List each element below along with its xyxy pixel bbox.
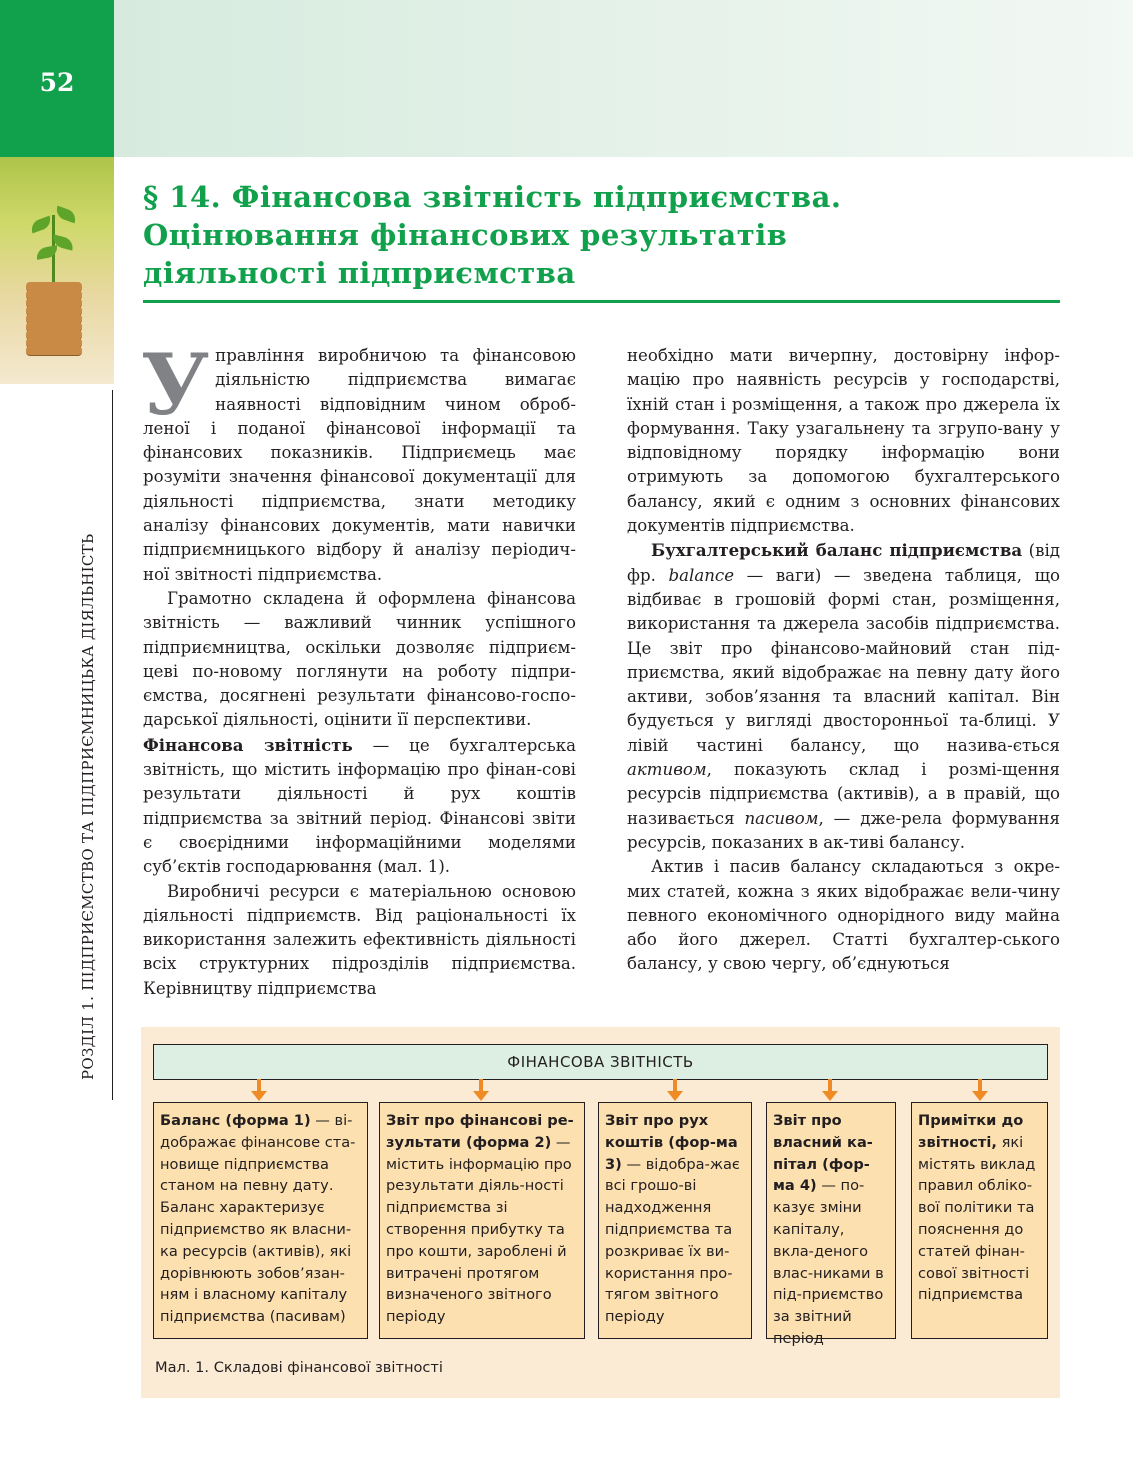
section-running-head: РОЗДІЛ 1. ПІДПРИЄМСТВО ТА ПІДПРИЄМНИЦЬКА ДІЯЛЬНІСТЬ [79, 533, 97, 1080]
term-italic: пасивом [744, 808, 819, 828]
text-column-right [627, 344, 1060, 977]
box-notes [911, 1102, 1048, 1339]
paragraph: Виробничі ресурси є матеріальною основою діяльності підприємств. Від раціональності їх використання залежить ефективність діяльності всіх структурних підрозділів підприємства. Керівництву підприємства [143, 881, 576, 998]
page-title [143, 178, 1063, 292]
coins-sprout-image [0, 157, 114, 384]
paragraph [627, 538, 1060, 855]
term-financial-reporting: Фінансова звітність [143, 734, 353, 755]
page-number-block [0, 0, 114, 157]
arrow-down-icon [822, 1079, 838, 1103]
coin [26, 346, 82, 356]
box-title: Звіт про рух коштів (фор-ма 3) [605, 1112, 738, 1173]
term-italic: активом [627, 760, 707, 780]
arrow-down-icon [473, 1079, 489, 1103]
paragraph-text: , показують склад і розмі-щення ресурсів підприємства (активів), а в правій, що називається [627, 760, 1060, 828]
paragraph: Актив і пасив балансу складаються з окре-мих статей, кожна з яких відображає вели-чину певного економічного однорідного виду майна або його джерел. Статті бухгалтер-ського балансу, у свою чергу, об’єднуються [627, 857, 1060, 974]
box-text: — містить інформацію про результати діяль-ності підприємства зі створення прибутку та про кошти, зароблені й витрачені протягом визначеного звітного періоду [386, 1133, 572, 1326]
box-title: Баланс (форма 1) [160, 1112, 311, 1129]
drop-cap: У [141, 335, 210, 434]
box-title: Примітки до звітності, [918, 1112, 1024, 1151]
title-line-3: діяльності підприємства [143, 256, 576, 290]
box-title: Звіт про фінансові ре-зультати (форма 2) [386, 1112, 574, 1151]
term-italic: balance [668, 565, 735, 585]
paragraph-text: (від фр. [627, 541, 1061, 585]
title-underline [143, 300, 1060, 303]
box-text: — відобра-жає всі грошо-ві надходження підприємства та розкриває їх ви-користання про-тягом звітного періоду [605, 1155, 740, 1326]
box-financial-results-form-2 [379, 1102, 585, 1339]
box-text: які містять виклад правил обліко-вої політики та пояснення до статей фінан-сової звітності підприємства [918, 1133, 1036, 1304]
sprout-leaf [29, 216, 53, 234]
box-equity-form-4 [766, 1102, 896, 1347]
paragraph-text: правління виробничою та фінансовою діяльністю підприємства вимагає наявності відповідним чином оброб-леної і поданої фінансової інформації та фінансових показників. Підприємець має розуміти значення фінансової документації для діяльності підприємства, знати методику аналізу фінансових документів, мати навички підприємницького відбору й аналізу періодич-ної звітності підприємства. [143, 346, 576, 584]
figure-financial-reporting [141, 1027, 1060, 1398]
arrow-down-icon [251, 1079, 267, 1103]
page-number: 52 [39, 68, 75, 97]
figure-heading: ФІНАНСОВА ЗВІТНІСТЬ [153, 1044, 1048, 1080]
box-text: — по-казує зміни капіталу, вкла-деного влас-никами в під-приємство за звітний період [773, 1177, 884, 1347]
figure-caption: Мал. 1. Складові фінансової звітності [155, 1359, 443, 1376]
paragraph: необхідно мати вичерпну, достовірну інфор-мацію про наявність ресурсів у господарстві, їхній стан і розміщення, а також про джерела їх формування. Таку узагальнену та згрупо-вану у відповідному порядку інформацію вони отримують за допомогою бухгалтерського балансу, який є одним з основних фінансових документів підприємства. [627, 346, 1060, 536]
sprout-leaf [54, 206, 78, 224]
text-column-left [141, 335, 576, 1001]
box-cash-flow-form-3 [598, 1102, 752, 1339]
term-balance-sheet: Бухгалтерський баланс підприємства [651, 540, 1023, 561]
paragraph-text: , — дже-рела формування ресурсів, показаних в ак-тиві балансу. [627, 808, 1060, 852]
side-divider [112, 390, 113, 1100]
sprout-leaf [35, 245, 59, 260]
box-balance-form-1 [153, 1102, 368, 1339]
paragraph-text: — ваги) — зведена таблиця, що відбиває в грошовій формі стан, розміщення, використання та джерела засобів підприємства. Це звіт про фінансово-майновий стан під-приємства, який відображає на певну дату його активи, зобов’язання та власний капітал. Він будується у вигляді двосторонньої та-блиці. У лівій частині балансу, що назива-ється [627, 565, 1060, 755]
arrow-down-icon [972, 1079, 988, 1103]
arrow-down-icon [667, 1079, 683, 1103]
title-line-1: § 14. Фінансова звітність підприємства. [143, 180, 842, 214]
box-title: Звіт про власний ка-пітал (фор-ма 4) [773, 1112, 873, 1195]
header-band [114, 0, 1133, 157]
paragraph: Грамотно складена й оформлена фінансова звітність — важливий чинник успішного підприємництва, оскільки дозволяє підприєм-цеві по-новому поглянути на роботу підпри-ємства, досягнені результати фінансово-госпо-дарської діяльності, оцінити її перспективи. [143, 588, 576, 730]
box-text: — ві-дображає фінансове ста-новище підприємства станом на певну дату. Баланс характеризує підприємство як власни-ка ресурсів (активів), які дорівнюють зобов’язан-ням і власному капіталу підприємства (пасивам) [160, 1112, 356, 1326]
title-line-2: Оцінювання фінансових результатів [143, 218, 788, 252]
paragraph [141, 335, 576, 587]
paragraph-text: — це бухгалтерська звітність, що містить інформацію про фінан-сові результати діяльності й рух коштів підприємства за звітний період. Фінансові звіти є своєрідними інформаційними моделями суб’єктів господарювання (мал. 1). [143, 735, 576, 877]
paragraph [143, 733, 576, 880]
